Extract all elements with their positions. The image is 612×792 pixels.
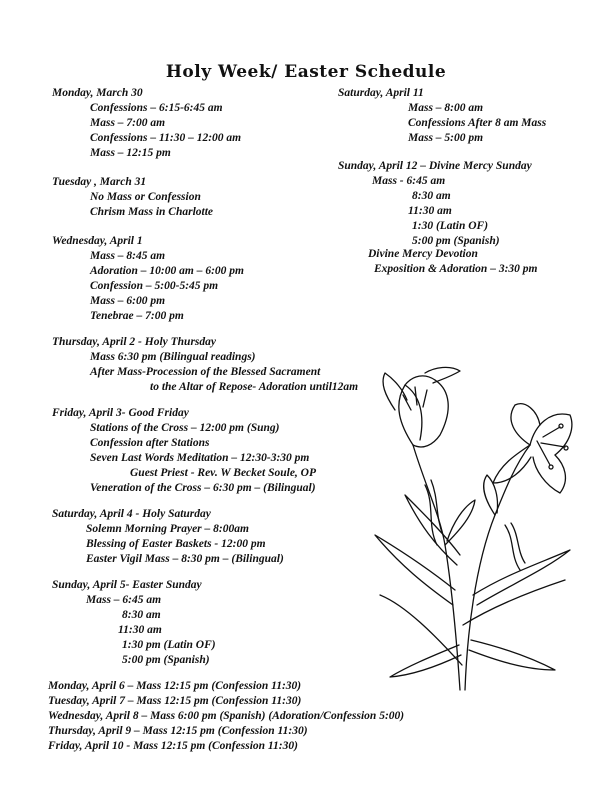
schedule-item: Mass 6:30 pm (Bilingual readings): [90, 351, 256, 363]
heading-thursday: Thursday, April 2 - Holy Thursday: [52, 336, 216, 348]
schedule-item: Divine Mercy Devotion: [368, 248, 478, 260]
schedule-item: Adoration – 10:00 am – 6:00 pm: [90, 265, 244, 277]
schedule-item: 1:30 (Latin OF): [412, 220, 489, 232]
heading-wednesday: Wednesday, April 1: [52, 235, 143, 247]
schedule-item: Mass - 6:45 am: [372, 175, 446, 187]
heading-saturday: Saturday, April 4 - Holy Saturday: [52, 508, 211, 520]
schedule-item: Confessions – 6:15-6:45 am: [90, 102, 223, 114]
heading-monday: Monday, March 30: [52, 87, 143, 99]
weekday-schedule-line: Tuesday, April 7 – Mass 12:15 pm (Confession 11:30): [48, 695, 302, 707]
schedule-item: No Mass or Confession: [90, 191, 201, 203]
schedule-item: Exposition & Adoration – 3:30 pm: [374, 263, 538, 275]
schedule-item: Confessions After 8 am Mass: [408, 117, 547, 129]
schedule-item: 11:30 am: [408, 205, 452, 217]
schedule-item: Mass – 6:00 pm: [90, 295, 166, 307]
schedule-item: Easter Vigil Mass – 8:30 pm – (Bilingual): [86, 553, 284, 565]
schedule-item: After Mass-Procession of the Blessed Sacrament: [90, 366, 321, 378]
heading-friday: Friday, April 3- Good Friday: [52, 407, 189, 419]
weekday-schedule-line: Wednesday, April 8 – Mass 6:00 pm (Spanish) (Adoration/Confession 5:00): [48, 710, 405, 722]
schedule-item: Solemn Morning Prayer – 8:00am: [86, 523, 249, 535]
heading-tuesday: Tuesday , March 31: [52, 176, 147, 188]
schedule-item: Confession after Stations: [90, 437, 210, 449]
heading-sunday: Sunday, April 5- Easter Sunday: [52, 579, 202, 591]
page-title: Holy Week/ Easter Schedule: [165, 62, 447, 82]
schedule-item: Tenebrae – 7:00 pm: [90, 310, 184, 322]
schedule-item: Confession – 5:00-5:45 pm: [90, 280, 219, 292]
schedule-item: Seven Last Words Meditation – 12:30-3:30 pm: [90, 452, 310, 464]
schedule-item: Stations of the Cross – 12:00 pm (Sung): [90, 422, 280, 434]
schedule-item: Veneration of the Cross – 6:30 pm – (Bilingual): [90, 482, 316, 494]
schedule-item: 11:30 am: [118, 624, 162, 636]
schedule-item: 1:30 pm (Latin OF): [122, 639, 216, 651]
schedule-item: to the Altar of Repose- Adoration until12am: [150, 381, 359, 393]
heading-saturday-april-11: Saturday, April 11: [338, 87, 424, 99]
schedule-item: 8:30 am: [412, 190, 451, 202]
schedule-item: 8:30 am: [122, 609, 161, 621]
schedule-item: Confessions – 11:30 – 12:00 am: [90, 132, 242, 144]
weekday-schedule-line: Friday, April 10 - Mass 12:15 pm (Confession 11:30): [48, 740, 298, 752]
schedule-item: Mass – 12:15 pm: [90, 147, 171, 159]
schedule-item: 5:00 pm (Spanish): [412, 235, 500, 247]
schedule-item: Mass – 6:45 am: [86, 594, 162, 606]
schedule-item: Guest Priest - Rev. W Becket Soule, OP: [130, 467, 317, 479]
easter-lily-illustration: [365, 365, 580, 695]
schedule-item: Chrism Mass in Charlotte: [90, 206, 214, 218]
schedule-item: 5:00 pm (Spanish): [122, 654, 210, 666]
weekday-schedule-line: Thursday, April 9 – Mass 12:15 pm (Confession 11:30): [48, 725, 308, 737]
schedule-item: Mass – 8:00 am: [408, 102, 484, 114]
schedule-item: Mass – 8:45 am: [90, 250, 166, 262]
schedule-item: Mass – 5:00 pm: [408, 132, 484, 144]
schedule-item: Mass – 7:00 am: [90, 117, 166, 129]
weekday-schedule-line: Monday, April 6 – Mass 12:15 pm (Confession 11:30): [48, 680, 302, 692]
schedule-item: Blessing of Easter Baskets - 12:00 pm: [86, 538, 266, 550]
heading-divine-mercy-sunday: Sunday, April 12 – Divine Mercy Sunday: [338, 160, 532, 172]
